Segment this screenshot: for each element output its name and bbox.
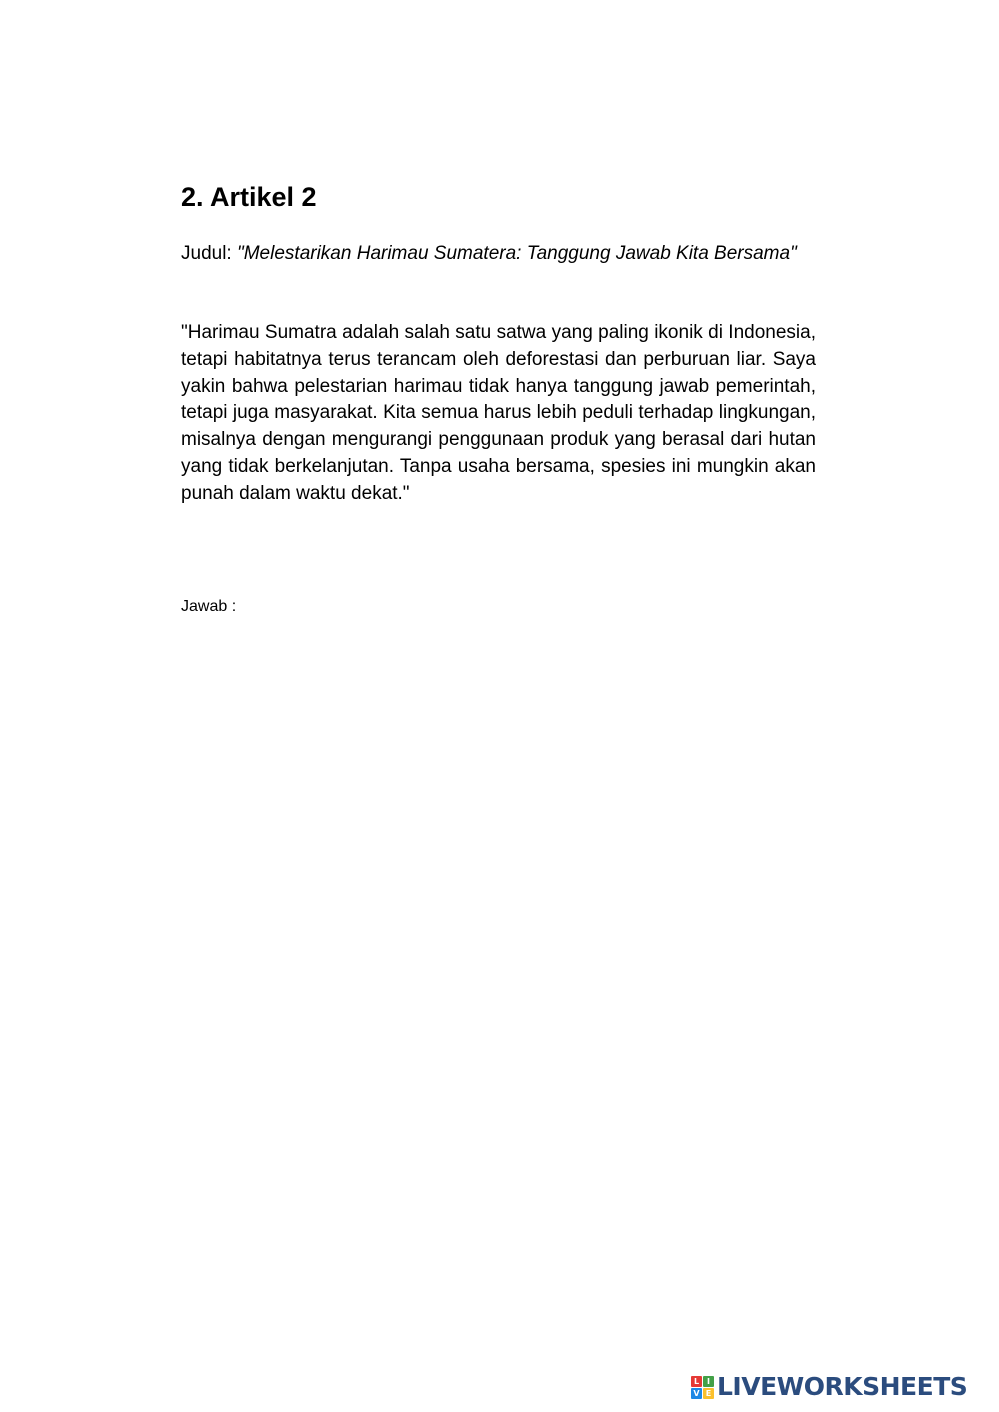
liveworksheets-logo — [691, 1371, 967, 1403]
logo-text: LIVEWORKSHEETS — [717, 1372, 968, 1401]
logo-mark-letter: L — [691, 1376, 702, 1387]
answer-area[interactable] — [181, 625, 816, 1225]
logo-mark-letter: V — [691, 1388, 702, 1399]
logo-mark-icon — [691, 1376, 714, 1399]
title-label: Judul: — [181, 243, 232, 264]
article-body: "Harimau Sumatra adalah salah satu satwa yang paling ikonik di Indonesia, tetapi habitatnya terus terancam oleh deforestasi dan perburuan liar. Saya yakin bahwa pelestarian harimau tidak hanya tanggung jawab pemerintah, tetapi juga masyarakat. Kita semua harus lebih peduli terhadap lingkungan, misalnya dengan mengurangi penggunaan produk yang berasal dari hutan yang tidak berkelanjutan. Tanpa usaha bersama, spesies ini mungkin akan punah dalam waktu dekat." — [181, 322, 816, 504]
article-heading: 2. Artikel 2 — [181, 182, 317, 212]
article-title-paragraph — [181, 240, 816, 267]
logo-mark-letter: E — [703, 1388, 714, 1399]
answer-label: Jawab : — [181, 598, 237, 615]
logo-mark-letter: I — [703, 1376, 714, 1387]
article-title: "Melestarikan Harimau Sumatera: Tanggung Jawab Kita Bersama" — [236, 243, 797, 264]
